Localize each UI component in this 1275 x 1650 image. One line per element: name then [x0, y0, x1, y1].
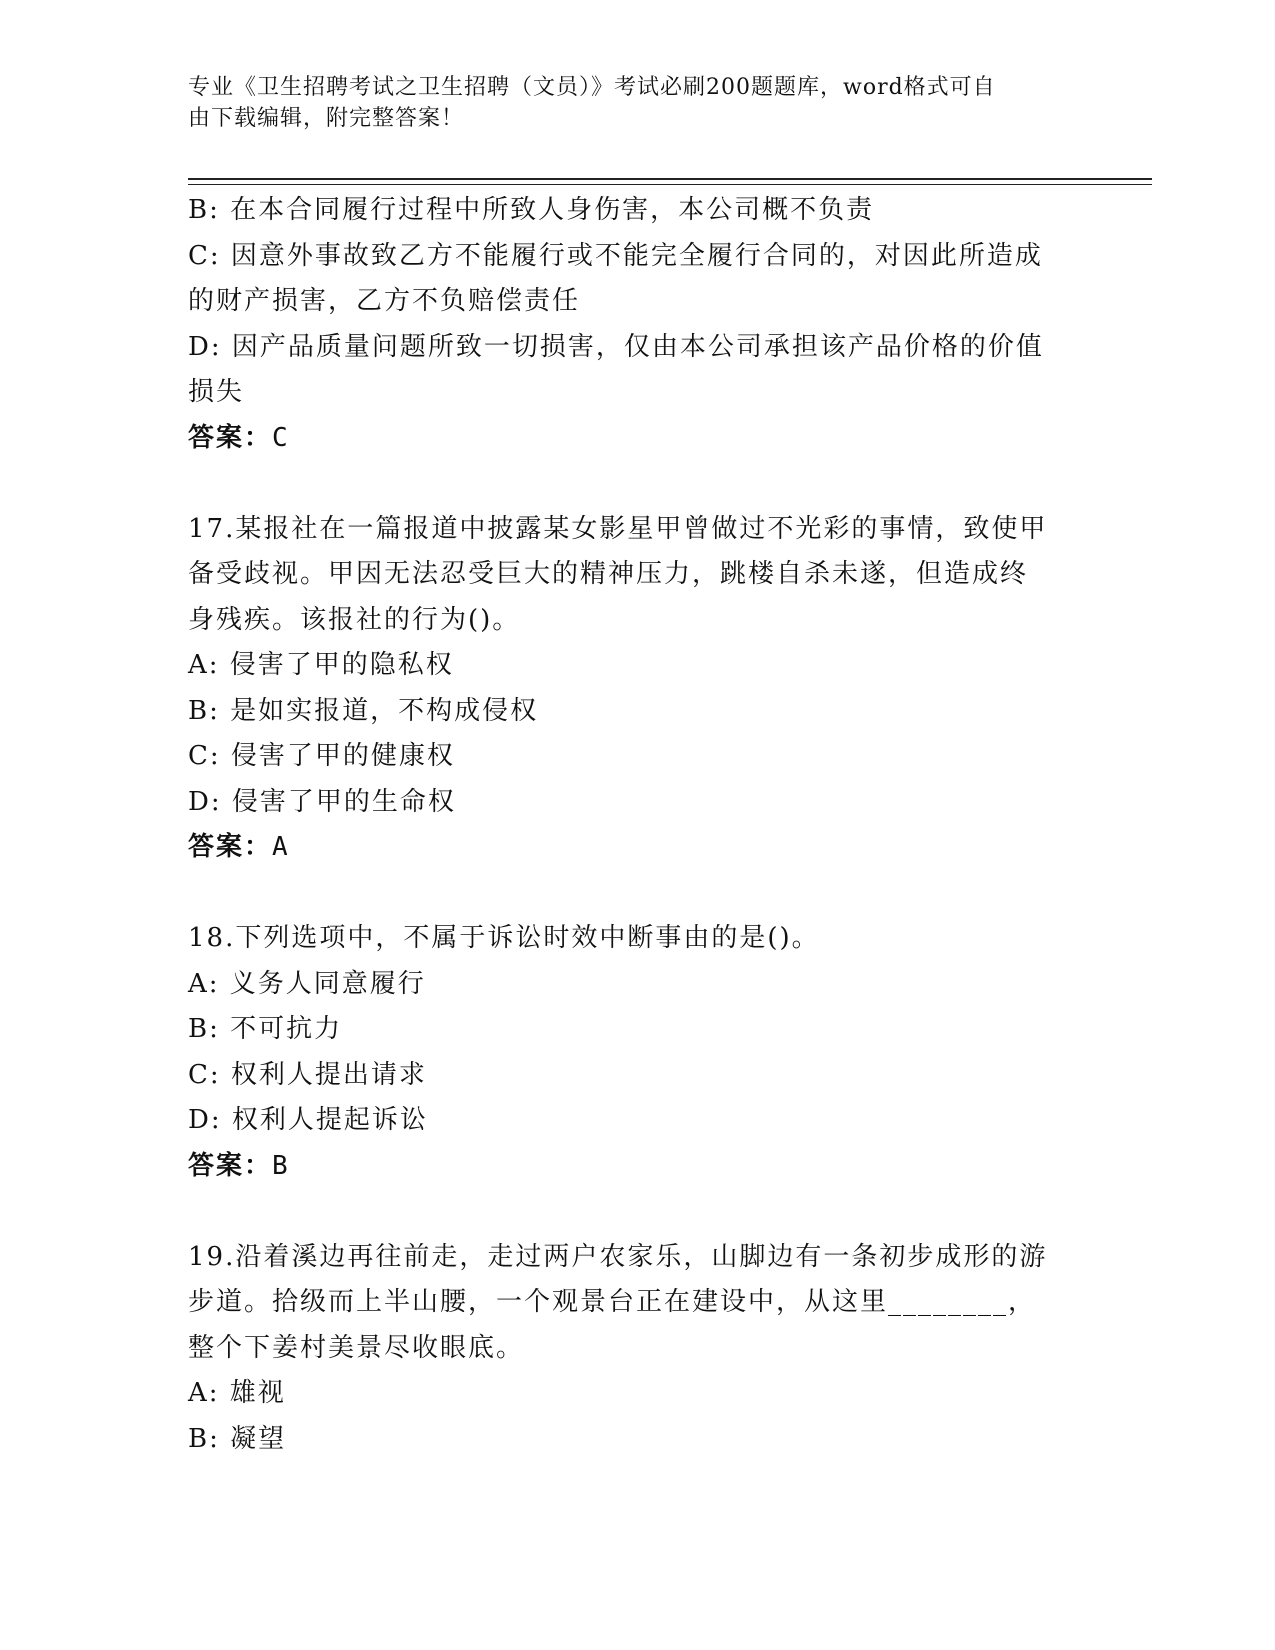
answer-value: C	[272, 422, 290, 453]
question-17	[188, 507, 1088, 871]
option-d-line-1: D: 因产品质量问题所致一切损害，仅由本公司承担该产品价格的价值	[188, 331, 1044, 362]
option-c-line-2: 的财产损害，乙方不负赔偿责任	[188, 286, 581, 316]
answer-label: 答案：	[188, 422, 273, 453]
question-stem-line-2: 备受歧视。甲因无法忍受巨大的精神压力，跳楼自杀未遂，但造成终	[188, 559, 1029, 589]
answer-value: B	[272, 1150, 290, 1181]
option-d: D: 侵害了甲的生命权	[188, 786, 456, 817]
answer-label: 答案：	[188, 832, 273, 862]
spacer	[188, 1189, 1088, 1235]
question-stem-line-1: 17.某报社在一篇报道中披露某女影星甲曾做过不光彩的事情，致使甲	[188, 513, 1048, 544]
spacer	[188, 461, 1088, 507]
option-a: A: 侵害了甲的隐私权	[188, 650, 454, 680]
answer-line	[188, 1144, 1088, 1190]
question-stem-line-3: 整个下姜村美景尽收眼底。	[188, 1332, 525, 1363]
option-a: A: 雄视	[188, 1378, 286, 1408]
question-18	[188, 916, 1088, 1189]
page-header	[188, 72, 1068, 134]
option-c: C: 侵害了甲的健康权	[188, 741, 455, 771]
option-b: B: 不可抗力	[188, 1014, 343, 1044]
option-a: A: 义务人同意履行	[188, 968, 426, 999]
question-19	[188, 1235, 1088, 1463]
option-d: D: 权利人提起诉讼	[188, 1105, 428, 1135]
question-stem-line-3: 身残疾。该报社的行为()。	[188, 604, 521, 635]
question-stem-line-2: 步道。拾级而上半山腰，一个观景台正在建设中，从这里________，	[188, 1287, 1037, 1317]
option-b: B: 是如实报道，不构成侵权	[188, 695, 539, 726]
previous-question	[188, 188, 1088, 461]
answer-line	[188, 416, 1088, 462]
question-stem-line-1: 18.下列选项中，不属于诉讼时效中断事由的是()。	[188, 923, 820, 953]
header-rule-thin	[188, 184, 1152, 185]
header-line-1: 专业《卫生招聘考试之卫生招聘（文员）》考试必刷200题题库，word格式可自	[188, 75, 996, 100]
question-stem-line-1: 19.沿着溪边再往前走，走过两户农家乐，山脚边有一条初步成形的游	[188, 1241, 1048, 1272]
document-body	[188, 188, 1088, 1462]
answer-value: A	[272, 832, 290, 862]
header-line-2: 由下载编辑，附完整答案！	[188, 106, 465, 131]
option-c-line-1: C: 因意外事故致乙方不能履行或不能完全履行合同的，对因此所造成	[188, 240, 1043, 271]
answer-line	[188, 825, 1088, 871]
answer-label: 答案：	[188, 1150, 273, 1181]
option-b: B: 凝望	[188, 1423, 287, 1454]
header-rule-thick	[188, 178, 1152, 180]
spacer	[188, 871, 1088, 917]
option-d-line-2: 损失	[188, 377, 245, 407]
option-b: B: 在本合同履行过程中所致人身伤害，本公司概不负责	[188, 195, 875, 225]
option-c: C: 权利人提出请求	[188, 1059, 427, 1090]
